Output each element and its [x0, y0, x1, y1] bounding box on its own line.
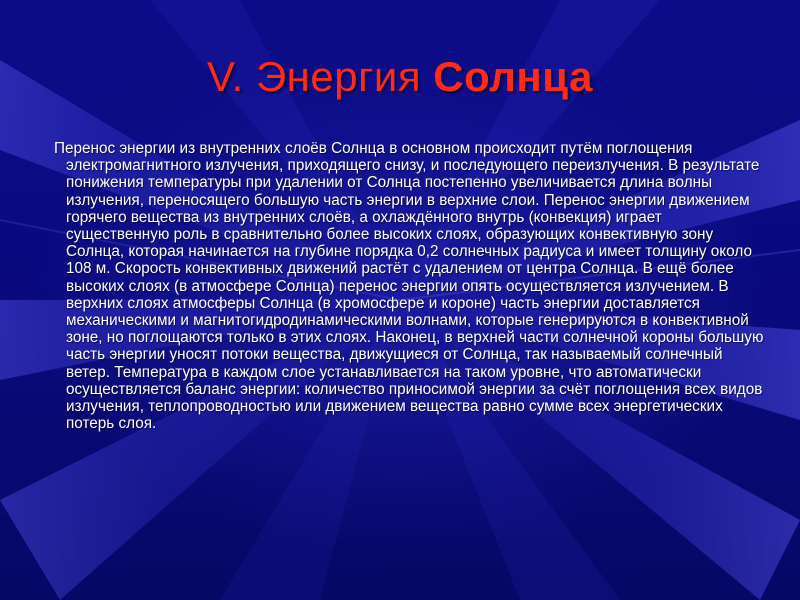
slide-title	[0, 52, 800, 102]
slide-title-prefix: V. Энергия	[207, 53, 434, 100]
slide-title-bold: Солнца	[433, 53, 593, 100]
slide-body-text: Перенос энергии из внутренних слоёв Солнца в основном происходит путём поглощения электромагнитного излучения, приходящего снизу, и последующего переизлучения. В результате понижения температуры при удалении от Солнца постепенно увеличивается длина волны излучения, переносящего большую часть энергии в верхние слои. Перенос энергии движением горячего вещества из внутренних слоёв, а охлаждённого внутрь (конвекция) играет существенную роль в сравнительно более высоких слоях, образующих конвективную зону Солнца, которая начинается на глубине порядка 0,2 солнечных радиуса и имеет толщину около 108 м. Скорость конвективных движений растёт с удалением от центра Солнца. В ещё более высоких слоях (в атмосфере Солнца) перенос энергии опять осуществляется излучением. В верхних слоях атмосферы Солнца (в хромосфере и короне) часть энергии доставляется механическими и магнитогидродинамическими волнами, которые генерируются в конвективной зоне, но поглощаются только в этих слоях. Наконец, в верхней части солнечной короны большую часть энергии уносят потоки вещества, движущиеся от Солнца, так называемый солнечный ветер. Температура в каждом слое устанавливается на таком уровне, что автоматически осуществляется баланс энергии: количество приносимой энергии за счёт поглощения всех видов излучения, теплопроводностью или движением вещества равно сумме всех энергетических потерь слоя.	[54, 140, 764, 433]
